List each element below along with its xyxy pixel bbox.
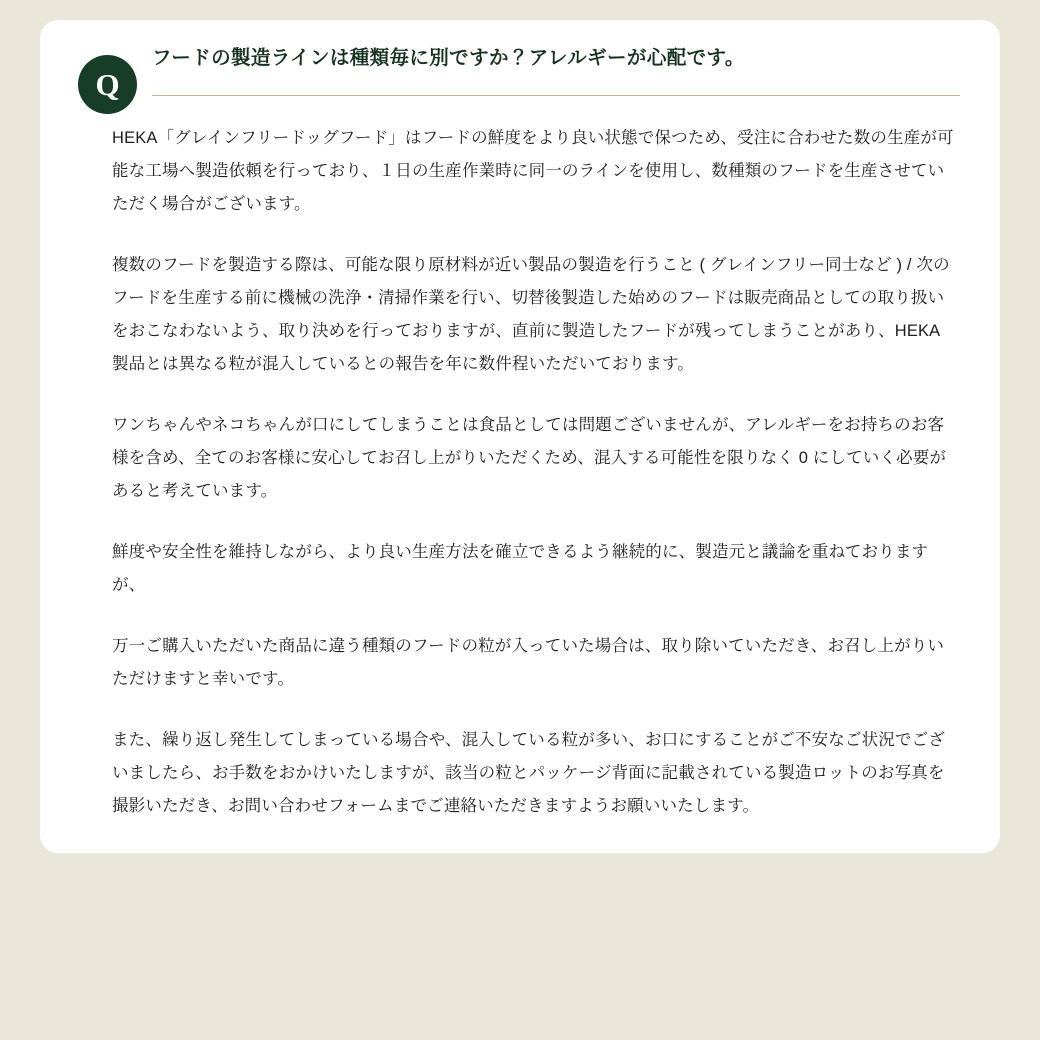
answer-paragraph: また、繰り返し発生してしまっている場合や、混入している粒が多い、お口にすることがご不安なご状況でございましたら、お手数をおかけいたしますが、該当の粒とパッケージ背面に記載されている製造ロットのお写真を撮影いただき、お問い合わせフォームまでご連絡いただきますようお願いいたします。: [112, 731, 945, 816]
answer-paragraph: 鮮度や安全性を維持しながら、より良い生産方法を確立できるよう継続的に、製造元と議論を重ねておりますが、: [112, 543, 929, 595]
faq-header: [40, 20, 1000, 102]
answer-paragraph: 複数のフードを製造する際は、可能な限り原材料が近い製品の製造を行うこと ( グレインフリー同士など ) / 次のフードを生産する前に機械の洗浄・清掃作業を行い、切替後製造した始めのフードは販売商品としての取り扱いをおこなわないよう、取り決めを行っておりますが、直前に製造したフードが残ってしまうことがあり、HEKA 製品とは異なる粒が混入しているとの報告を年に数件程いただいております。: [112, 256, 950, 374]
answer-paragraph: 万一ご購入いただいた商品に違う種類のフードの粒が入っていた場合は、取り除いていただき、お召し上がりいただけますと幸いです。: [112, 637, 945, 689]
faq-answer-body: [40, 96, 1000, 823]
faq-question-title: フードの製造ラインは種類毎に別ですか？アレルギーが心配です。: [152, 47, 745, 69]
faq-card: [40, 20, 1000, 853]
header-divider: [152, 95, 960, 96]
answer-paragraph: HEKA「グレインフリードッグフード」はフードの鮮度をより良い状態で保つため、受注に合わせた数の生産が可能な工場へ製造依頼を行っており、１日の生産作業時に同一のラインを使用し、数種類のフードを生産させていただく場合がございます。: [112, 129, 954, 214]
answer-paragraph: ワンちゃんやネコちゃんが口にしてしまうことは食品としては問題ございませんが、アレルギーをお持ちのお客様を含め、全てのお客様に安心してお召し上がりいただくため、混入する可能性を限りなく 0 にしていく必要があると考えています。: [112, 416, 947, 501]
question-mark-badge-icon: Q: [78, 55, 137, 114]
faq-header-inner: [80, 44, 960, 102]
